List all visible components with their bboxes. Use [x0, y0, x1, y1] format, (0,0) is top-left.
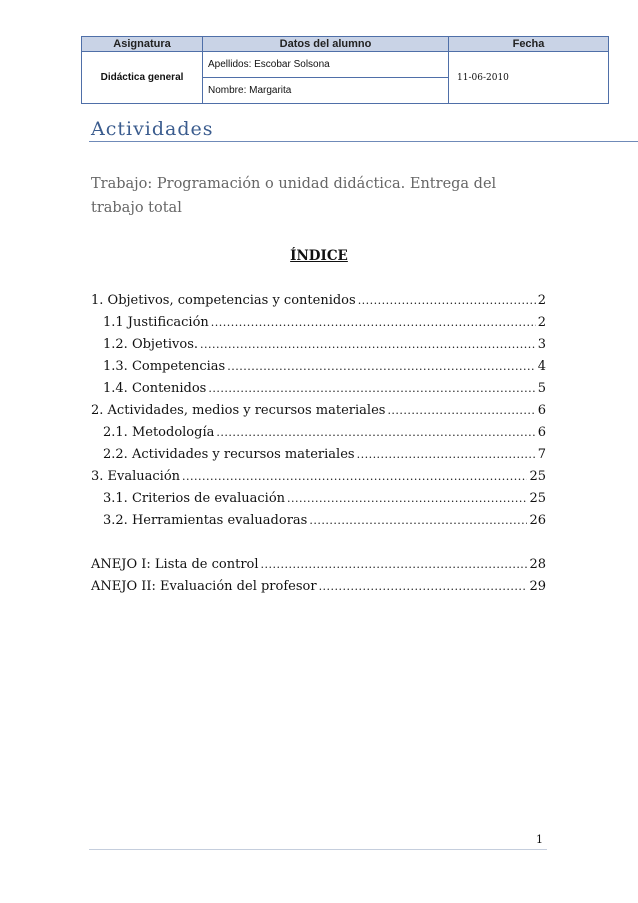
- toc-entry-page: 2: [537, 293, 546, 308]
- toc-entry[interactable]: [91, 400, 546, 422]
- toc-entry[interactable]: [91, 290, 546, 312]
- toc-entry-label: 3.1. Criterios de evaluación: [103, 491, 286, 506]
- title-rule: [89, 141, 638, 142]
- toc-entry-label: 2.2. Actividades y recursos materiales: [103, 447, 355, 462]
- toc-leader: [208, 378, 535, 400]
- toc-entry[interactable]: [91, 334, 546, 356]
- toc-entry-page: 5: [537, 381, 546, 396]
- header-col-date: Fecha: [449, 37, 609, 52]
- student-surnames: Apellidos: Escobar Solsona: [203, 52, 449, 78]
- toc-heading: ÍNDICE: [290, 248, 348, 264]
- toc-entry[interactable]: [91, 554, 546, 576]
- toc-entry-page: 2: [537, 315, 546, 330]
- toc-entry[interactable]: [91, 422, 546, 444]
- toc-leader: [387, 400, 535, 422]
- toc-entry-page: 6: [537, 403, 546, 418]
- toc-entry[interactable]: [91, 312, 546, 334]
- footer-rule: [89, 849, 547, 850]
- table-of-contents: [91, 290, 546, 598]
- toc-entry-label: ANEJO II: Evaluación del profesor: [91, 579, 317, 594]
- toc-entry[interactable]: [91, 576, 546, 598]
- toc-entry-label: 1.1 Justificación: [103, 315, 209, 330]
- toc-entry-label: 2. Actividades, medios y recursos materiales: [91, 403, 386, 418]
- toc-leader: [261, 554, 528, 576]
- toc-entry-page: 26: [529, 513, 546, 528]
- toc-leader: [200, 334, 536, 356]
- toc-entry-label: 1. Objetivos, competencias y contenidos: [91, 293, 356, 308]
- toc-leader: [211, 312, 536, 334]
- toc-entry-label: ANEJO I: Lista de control: [91, 557, 259, 572]
- toc-entry-label: 1.4. Contenidos: [103, 381, 207, 396]
- page-number: 1: [536, 833, 543, 846]
- toc-entry[interactable]: [91, 466, 546, 488]
- header-table: [81, 36, 609, 104]
- date-value: 11-06-2010: [449, 52, 609, 104]
- subject-value: Didáctica general: [82, 52, 203, 104]
- toc-entry-label: 3.2. Herramientas evaluadoras: [103, 513, 308, 528]
- toc-leader: [287, 488, 527, 510]
- toc-entry[interactable]: [91, 510, 546, 532]
- header-col-subject: Asignatura: [82, 37, 203, 52]
- toc-entry-page: 25: [529, 469, 546, 484]
- toc-leader: [216, 422, 535, 444]
- toc-entry-label: 1.3. Competencias: [103, 359, 226, 374]
- toc-entry-page: 7: [537, 447, 546, 462]
- toc-entry-page: 29: [529, 579, 546, 594]
- toc-entry[interactable]: [91, 356, 546, 378]
- toc-entry-page: 6: [537, 425, 546, 440]
- toc-entry[interactable]: [91, 488, 546, 510]
- toc-entry-page: 25: [529, 491, 546, 506]
- toc-leader: [227, 356, 536, 378]
- toc-leader: [319, 576, 528, 598]
- toc-leader: [357, 444, 536, 466]
- toc-leader: [309, 510, 527, 532]
- toc-entry[interactable]: [91, 444, 546, 466]
- section-title: Actividades: [91, 118, 214, 140]
- header-col-student: Datos del alumno: [203, 37, 449, 52]
- student-name: Nombre: Margarita: [203, 78, 449, 104]
- toc-leader: [358, 290, 536, 312]
- intro-text: Trabajo: Programación o unidad didáctica. Entrega del trabajo total: [91, 176, 497, 216]
- toc-entry[interactable]: [91, 378, 546, 400]
- toc-leader: [182, 466, 527, 488]
- toc-entry-label: 3. Evaluación: [91, 469, 181, 484]
- toc-entry-page: 4: [537, 359, 546, 374]
- toc-entry-label: 1.2. Objetivos.: [103, 337, 198, 352]
- toc-entry-label: 2.1. Metodología: [103, 425, 215, 440]
- toc-entry-page: 3: [537, 337, 546, 352]
- toc-entry-page: 28: [529, 557, 546, 572]
